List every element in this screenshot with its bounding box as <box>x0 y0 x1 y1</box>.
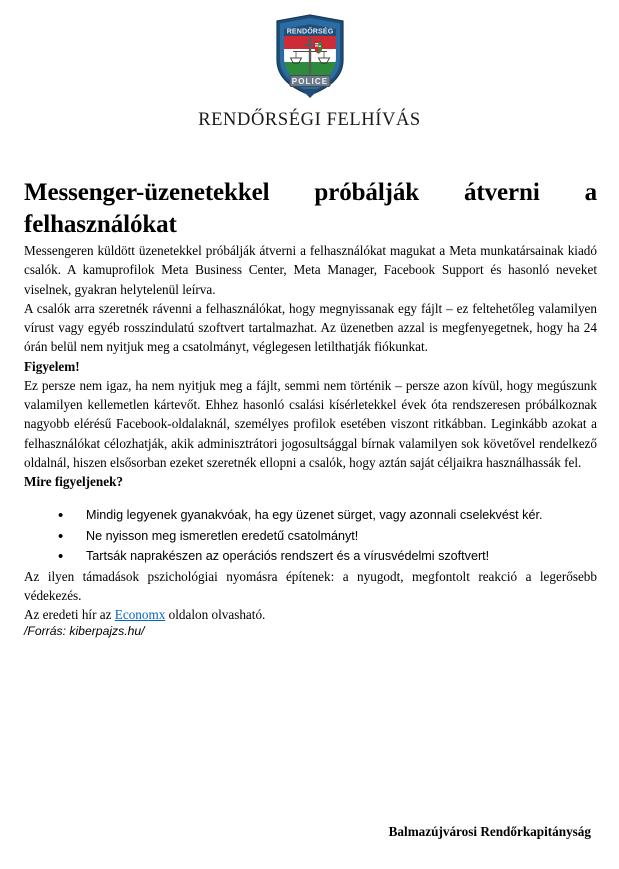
paragraph-attack-description: A csalók arra szeretnék rávenni a felhasználókat, hogy megnyissanak egy fájlt – ez feltehetőleg valamilyen vírust vagy egyéb rosszindulatú szoftvert tartalmazhat. Az üzenetben azzal is megfenyegetnek, hogy ha 24 órán belül nem nyitjuk meg a csatolmányt, véglegesen letilthatják fiókunkat. <box>24 300 597 355</box>
warning-heading: Figyelem! <box>24 358 80 374</box>
page-title: RENDŐRSÉGI FELHÍVÁS <box>198 110 421 130</box>
paragraph-explanation: Ez persze nem igaz, ha nem nyitjuk meg a fájlt, semmi nem történik – persze azon kívül, hogy megúszunk valamilyen kellemetlen kártevőt. Ehhez hasonló csalási kísérletekkel évek óta rendszeresen próbálkoznak nagyobb elérésű Facebook-oldalaknál, személyes profilok esetében viszont ritkábban. Leginkább azokat a felhasználókat célozhatják, akik adminisztrátori jogosultsággal bírnak valamilyen sok követővel rendelkező oldalnál, hiszen elsősorban ezeket szeretnék ellopni a csalók, hogy aztán saját céljaikra használhassák fel. <box>24 377 597 470</box>
safety-tips-list <box>24 505 597 566</box>
source-line-suffix: oldalon olvasható. <box>165 607 266 623</box>
list-item: • Tartsák naprakészen az operációs rendszert és a vírusvédelmi szoftvert! <box>58 546 597 566</box>
svg-text:POLICE: POLICE <box>291 77 328 86</box>
signature-block <box>24 824 597 840</box>
source-line-prefix: Az eredeti hír az <box>24 607 115 623</box>
article-headline: Messenger-üzenetekkel próbálják átverni a felhasználókat <box>24 179 597 238</box>
tips-heading: Mire figyeljenek? <box>24 474 123 490</box>
document-body <box>0 177 619 638</box>
list-item: • Ne nyisson meg ismeretlen eredetű csatolmányt! <box>58 526 597 546</box>
emblem-container <box>0 0 619 98</box>
paragraph-intro: Messengeren küldött üzenetekkel próbálják átverni a felhasználókat magukat a Meta munkatársainak kiadó csalók. A kamuprofilok Meta Business Center, Meta Manager, Facebook Support és hasonló neveket viselnek, gyakran helytelenül leírva. <box>24 243 597 297</box>
source-line <box>24 605 597 624</box>
hungarian-police-badge-icon <box>271 12 349 98</box>
svg-text:RENDŐRSÉG: RENDŐRSÉG <box>286 27 333 36</box>
list-item: • Mindig legyenek gyanakvóak, ha egy üzenet sürget, vagy azonnali cselekvést kér. <box>58 505 597 525</box>
economx-link[interactable]: Economx <box>114 607 166 623</box>
issuing-authority: Balmazújvárosi Rendőrkapitányság <box>388 824 591 839</box>
paragraph-closing: Az ilyen támadások pszichológiai nyomásra építenek: a nyugodt, megfontolt reakció a legerősebb védekezés. <box>24 568 597 603</box>
source-note: /Forrás: kiberpajzs.hu/ <box>24 624 145 639</box>
